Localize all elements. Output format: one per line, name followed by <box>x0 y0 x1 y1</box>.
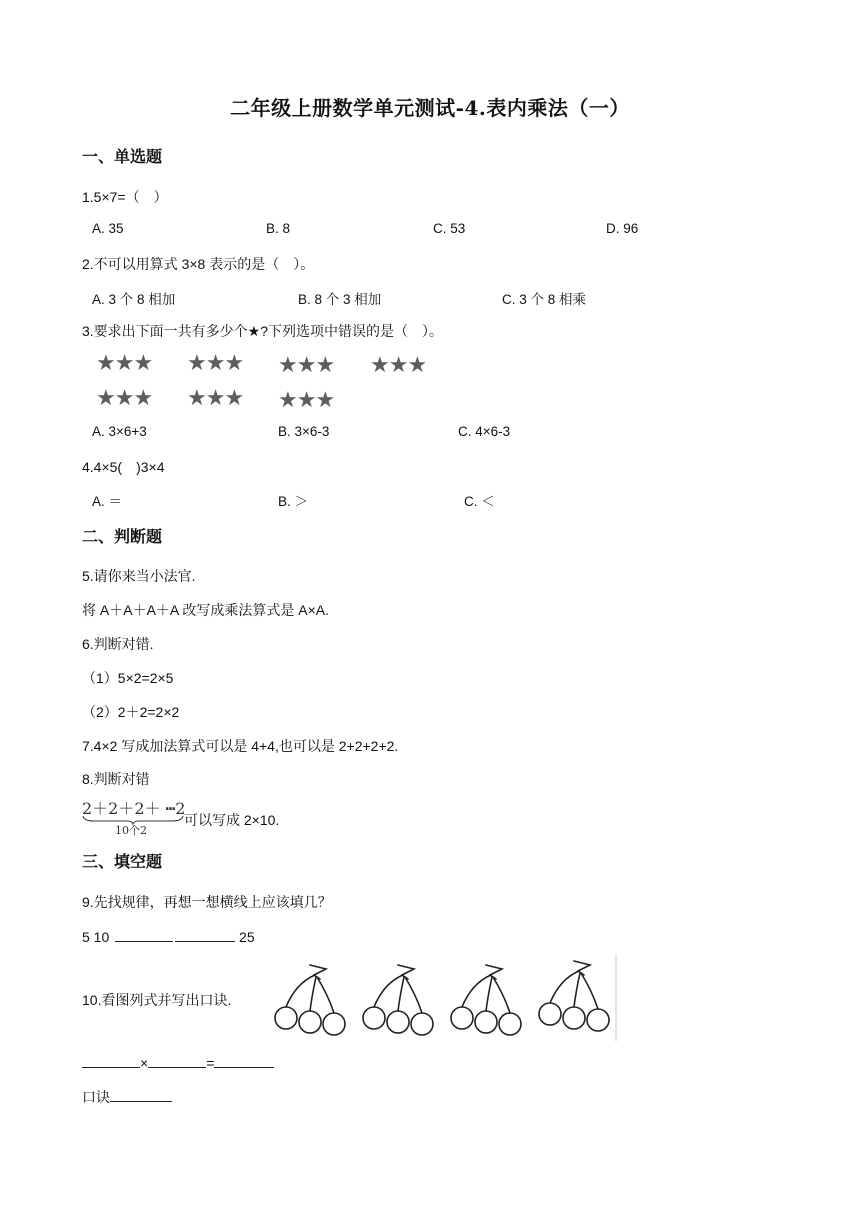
question-4-option-b[interactable]: B. ＞ <box>278 494 309 509</box>
question-3-stem: 3.要求出下面一共有多少个★?下列选项中错误的是（ ）。 <box>82 323 444 339</box>
cherry-bunch-4 <box>539 961 609 1031</box>
section-heading-true-false: 二、判断题 <box>82 527 163 546</box>
question-10-blank-factor-2[interactable] <box>148 1053 206 1068</box>
star-group-7: ★★★ <box>278 387 335 412</box>
question-6-item-1: （1）5×2=2×5 <box>82 670 174 686</box>
question-5-stem: 5.请你来当小法官. <box>82 568 196 584</box>
question-1-option-a[interactable]: A. 35 <box>92 221 124 236</box>
star-group-1: ★★★ <box>96 350 153 375</box>
question-8-tail: 可以写成 2×10. <box>184 812 280 828</box>
question-10-times: × <box>140 1055 149 1071</box>
question-9-blank-2[interactable] <box>175 927 235 942</box>
question-9-stem: 9.先找规律，再想一想横线上应该填几？ <box>82 894 332 910</box>
question-1-option-b[interactable]: B. 8 <box>266 221 291 236</box>
question-2-option-b[interactable]: B. 8 个 3 相加 <box>298 292 382 307</box>
question-10-blank-factor-1[interactable] <box>82 1053 140 1068</box>
question-8-stem: 8.判断对错 <box>82 771 150 787</box>
cherry-bunch-1 <box>275 965 345 1035</box>
question-3-option-a[interactable]: A. 3×6+3 <box>92 424 147 439</box>
question-6-item-2: （2）2＋2=2×2 <box>82 704 180 720</box>
question-10-koujue-blank[interactable] <box>110 1087 172 1102</box>
question-4-stem: 4.4×5( )3×4 <box>82 459 165 475</box>
question-5-statement: 将 A＋A＋A＋A 改写成乘法算式是 A×A. <box>82 602 329 618</box>
page-title: 二年级上册数学单元测试-4.表内乘法（一） <box>230 96 630 120</box>
question-2-option-c[interactable]: C. 3 个 8 相乘 <box>502 292 587 307</box>
question-1-option-c[interactable]: C. 53 <box>433 221 466 236</box>
star-group-6: ★★★ <box>187 385 244 410</box>
question-2-option-a[interactable]: A. 3 个 8 相加 <box>92 292 176 307</box>
question-2-stem: 2.不可以用算式 3×8 表示的是（ ）。 <box>82 256 315 272</box>
star-group-2: ★★★ <box>187 350 244 375</box>
question-1-option-d[interactable]: D. 96 <box>606 221 639 236</box>
cherries-image <box>268 955 618 1043</box>
section-heading-single-choice: 一、单选题 <box>82 147 163 166</box>
section-heading-fill-blank: 三、填空题 <box>82 852 163 871</box>
question-4-option-a[interactable]: A. ＝ <box>92 494 123 509</box>
question-7-stem: 7.4×2 写成加法算式可以是 4+4,也可以是 2+2+2+2. <box>82 738 399 754</box>
cherry-bunch-2 <box>363 965 433 1035</box>
question-10-formula <box>82 1053 274 1071</box>
star-group-4: ★★★ <box>370 352 427 377</box>
question-9-start: 5 10 <box>82 929 110 945</box>
star-group-5: ★★★ <box>96 385 153 410</box>
question-3-option-b[interactable]: B. 3×6-3 <box>278 424 330 439</box>
question-6-stem: 6.判断对错. <box>82 636 154 652</box>
question-10-stem: 10.看图列式并写出口诀. <box>82 992 232 1008</box>
question-10-koujue-row <box>82 1087 172 1107</box>
question-9-sequence <box>82 927 255 945</box>
question-1-stem: 1.5×7=（ ） <box>82 189 168 205</box>
question-9-end: 25 <box>239 929 255 945</box>
question-4-option-c[interactable]: C. ＜ <box>464 494 495 509</box>
question-9-blank-1[interactable] <box>115 927 173 942</box>
cherry-bunch-3 <box>451 965 521 1035</box>
question-10-equals: = <box>206 1055 215 1071</box>
star-group-3: ★★★ <box>278 352 335 377</box>
question-10-blank-product[interactable] <box>214 1053 274 1068</box>
question-10-koujue-label: 口诀 <box>82 1089 110 1105</box>
question-8-brace-label: 10个2 <box>115 824 147 837</box>
question-3-option-c[interactable]: C. 4×6-3 <box>458 424 511 439</box>
question-8-expression: 2＋2＋2＋ ┅2 <box>82 799 186 818</box>
